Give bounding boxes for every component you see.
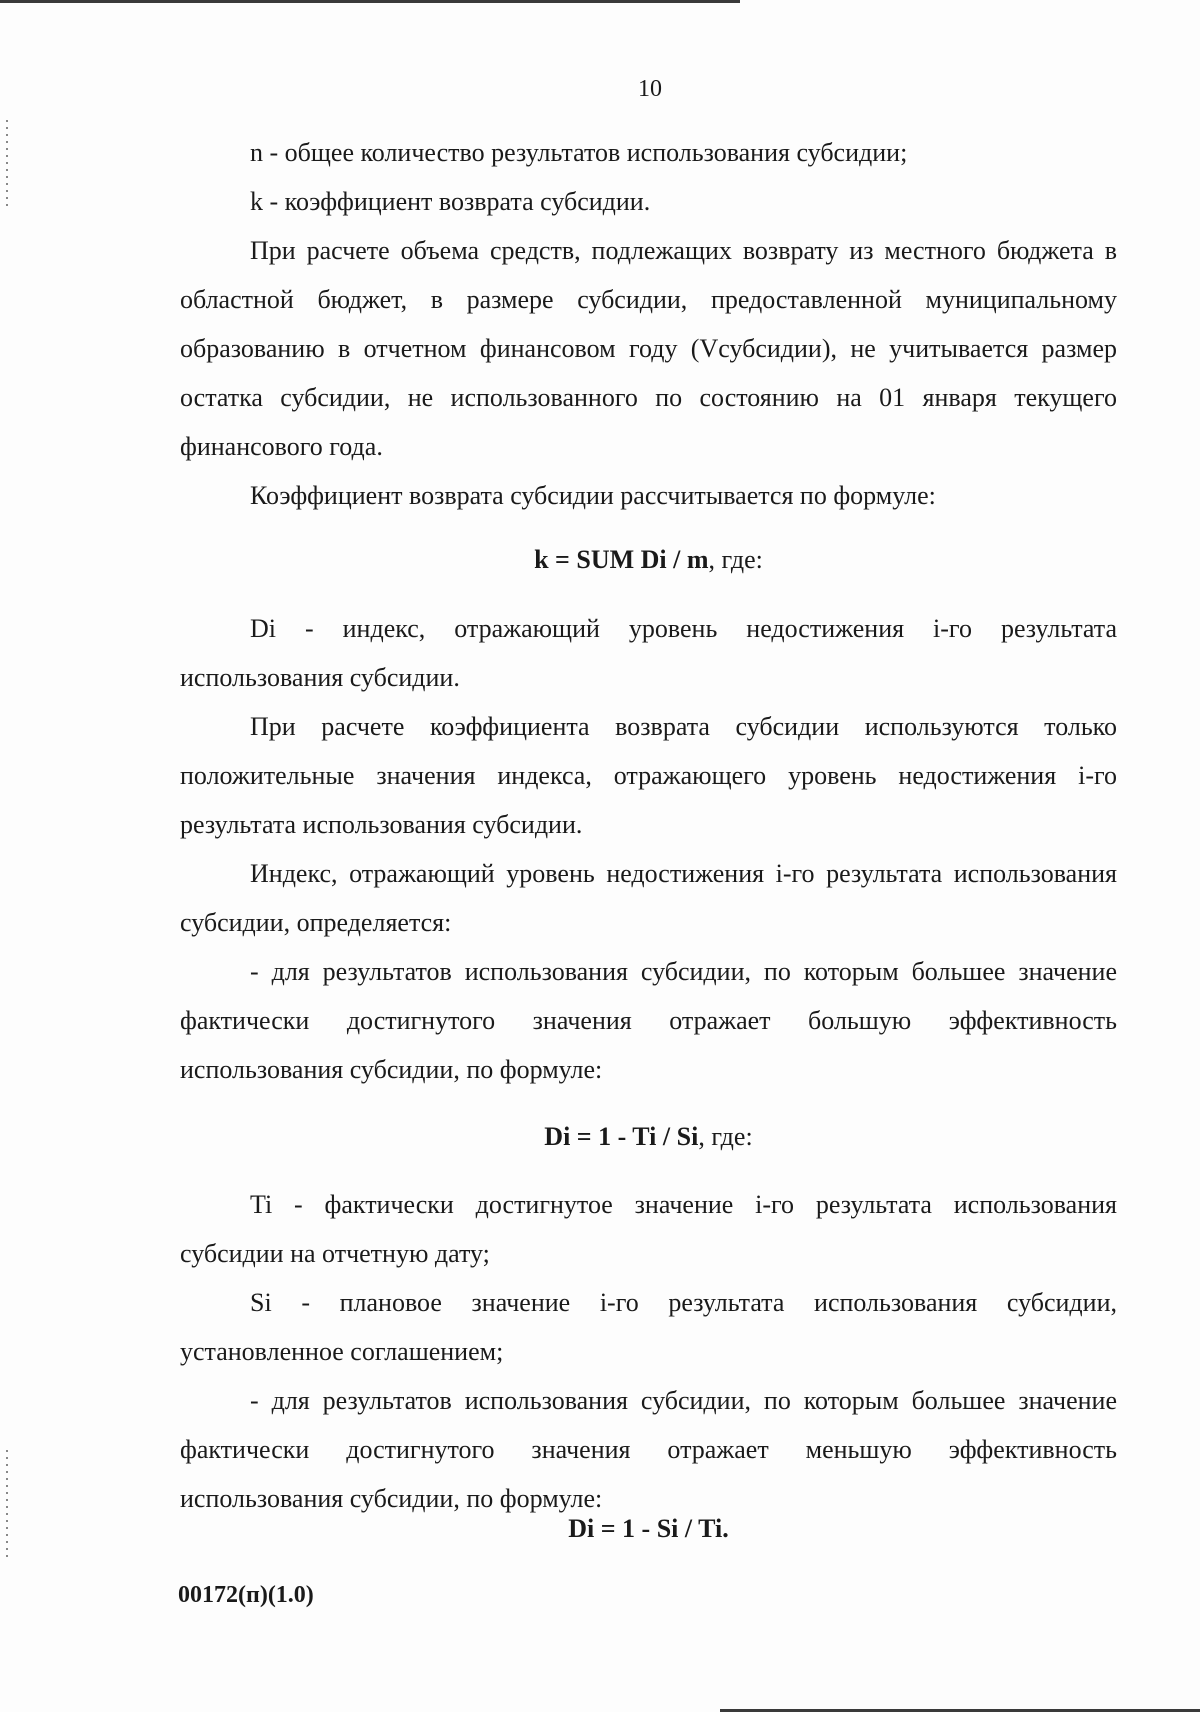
- scan-edge-line-top: [0, 0, 740, 3]
- formula-di-greater: [180, 1122, 1117, 1152]
- formula-di-lesser: [180, 1514, 1117, 1544]
- formula-expression: k = SUM Di / m: [534, 545, 709, 574]
- paragraph: При расчете объема средств, подлежащих возврату из местного бюджета в областной бюджет, в размере субсидии, предоставленной муниципальному образованию в отчетном финансовом году (Vсубсидии), не учитывается размер остатка субсидии, не использованного по состоянию на 01 января текущего финансового года.: [180, 236, 1117, 461]
- paragraph: Индекс, отражающий уровень недостижения i-го результата использования субсидии, определяется:: [180, 859, 1117, 937]
- formula-suffix: , где:: [698, 1122, 753, 1151]
- paragraph: Коэффициент возврата субсидии рассчитывается по формуле:: [250, 481, 936, 510]
- text-block-index: [180, 604, 1117, 1094]
- paragraph: При расчете коэффициента возврата субсидии используются только положительные значения индекса, отражающего уровень недостижения i-го результата использования субсидии.: [180, 712, 1117, 839]
- document-code: 00172(п)(1.0): [178, 1582, 314, 1608]
- paragraph: - для результатов использования субсидии, по которым большее значение фактически достигнутого значения отражает большую эффективность использования субсидии, по формуле:: [180, 957, 1117, 1084]
- paragraph: Ti - фактически достигнутое значение i-го результата использования субсидии на отчетную дату;: [180, 1190, 1117, 1268]
- paragraph: k - коэффициент возврата субсидии.: [250, 187, 651, 216]
- text-block-intro: [180, 128, 1117, 520]
- scan-margin-artifact: [6, 1450, 8, 1560]
- text-block-definitions: [180, 1180, 1117, 1523]
- formula-k: [180, 545, 1117, 575]
- formula-suffix: , где:: [708, 545, 763, 574]
- scan-margin-artifact: [6, 120, 8, 210]
- paragraph: Si - плановое значение i-го результата использования субсидии, установленное соглашением;: [180, 1288, 1117, 1366]
- paragraph: n - общее количество результатов использования субсидии;: [250, 138, 908, 167]
- page-number: 10: [638, 76, 662, 102]
- paragraph: - для результатов использования субсидии, по которым большее значение фактически достигнутого значения отражает меньшую эффективность использования субсидии, по формуле:: [180, 1386, 1117, 1513]
- formula-expression: Di = 1 - Si / Ti.: [568, 1514, 729, 1543]
- paragraph: Di - индекс, отражающий уровень недостижения i-го результата использования субсидии.: [180, 614, 1117, 692]
- formula-expression: Di = 1 - Ti / Si: [544, 1122, 699, 1151]
